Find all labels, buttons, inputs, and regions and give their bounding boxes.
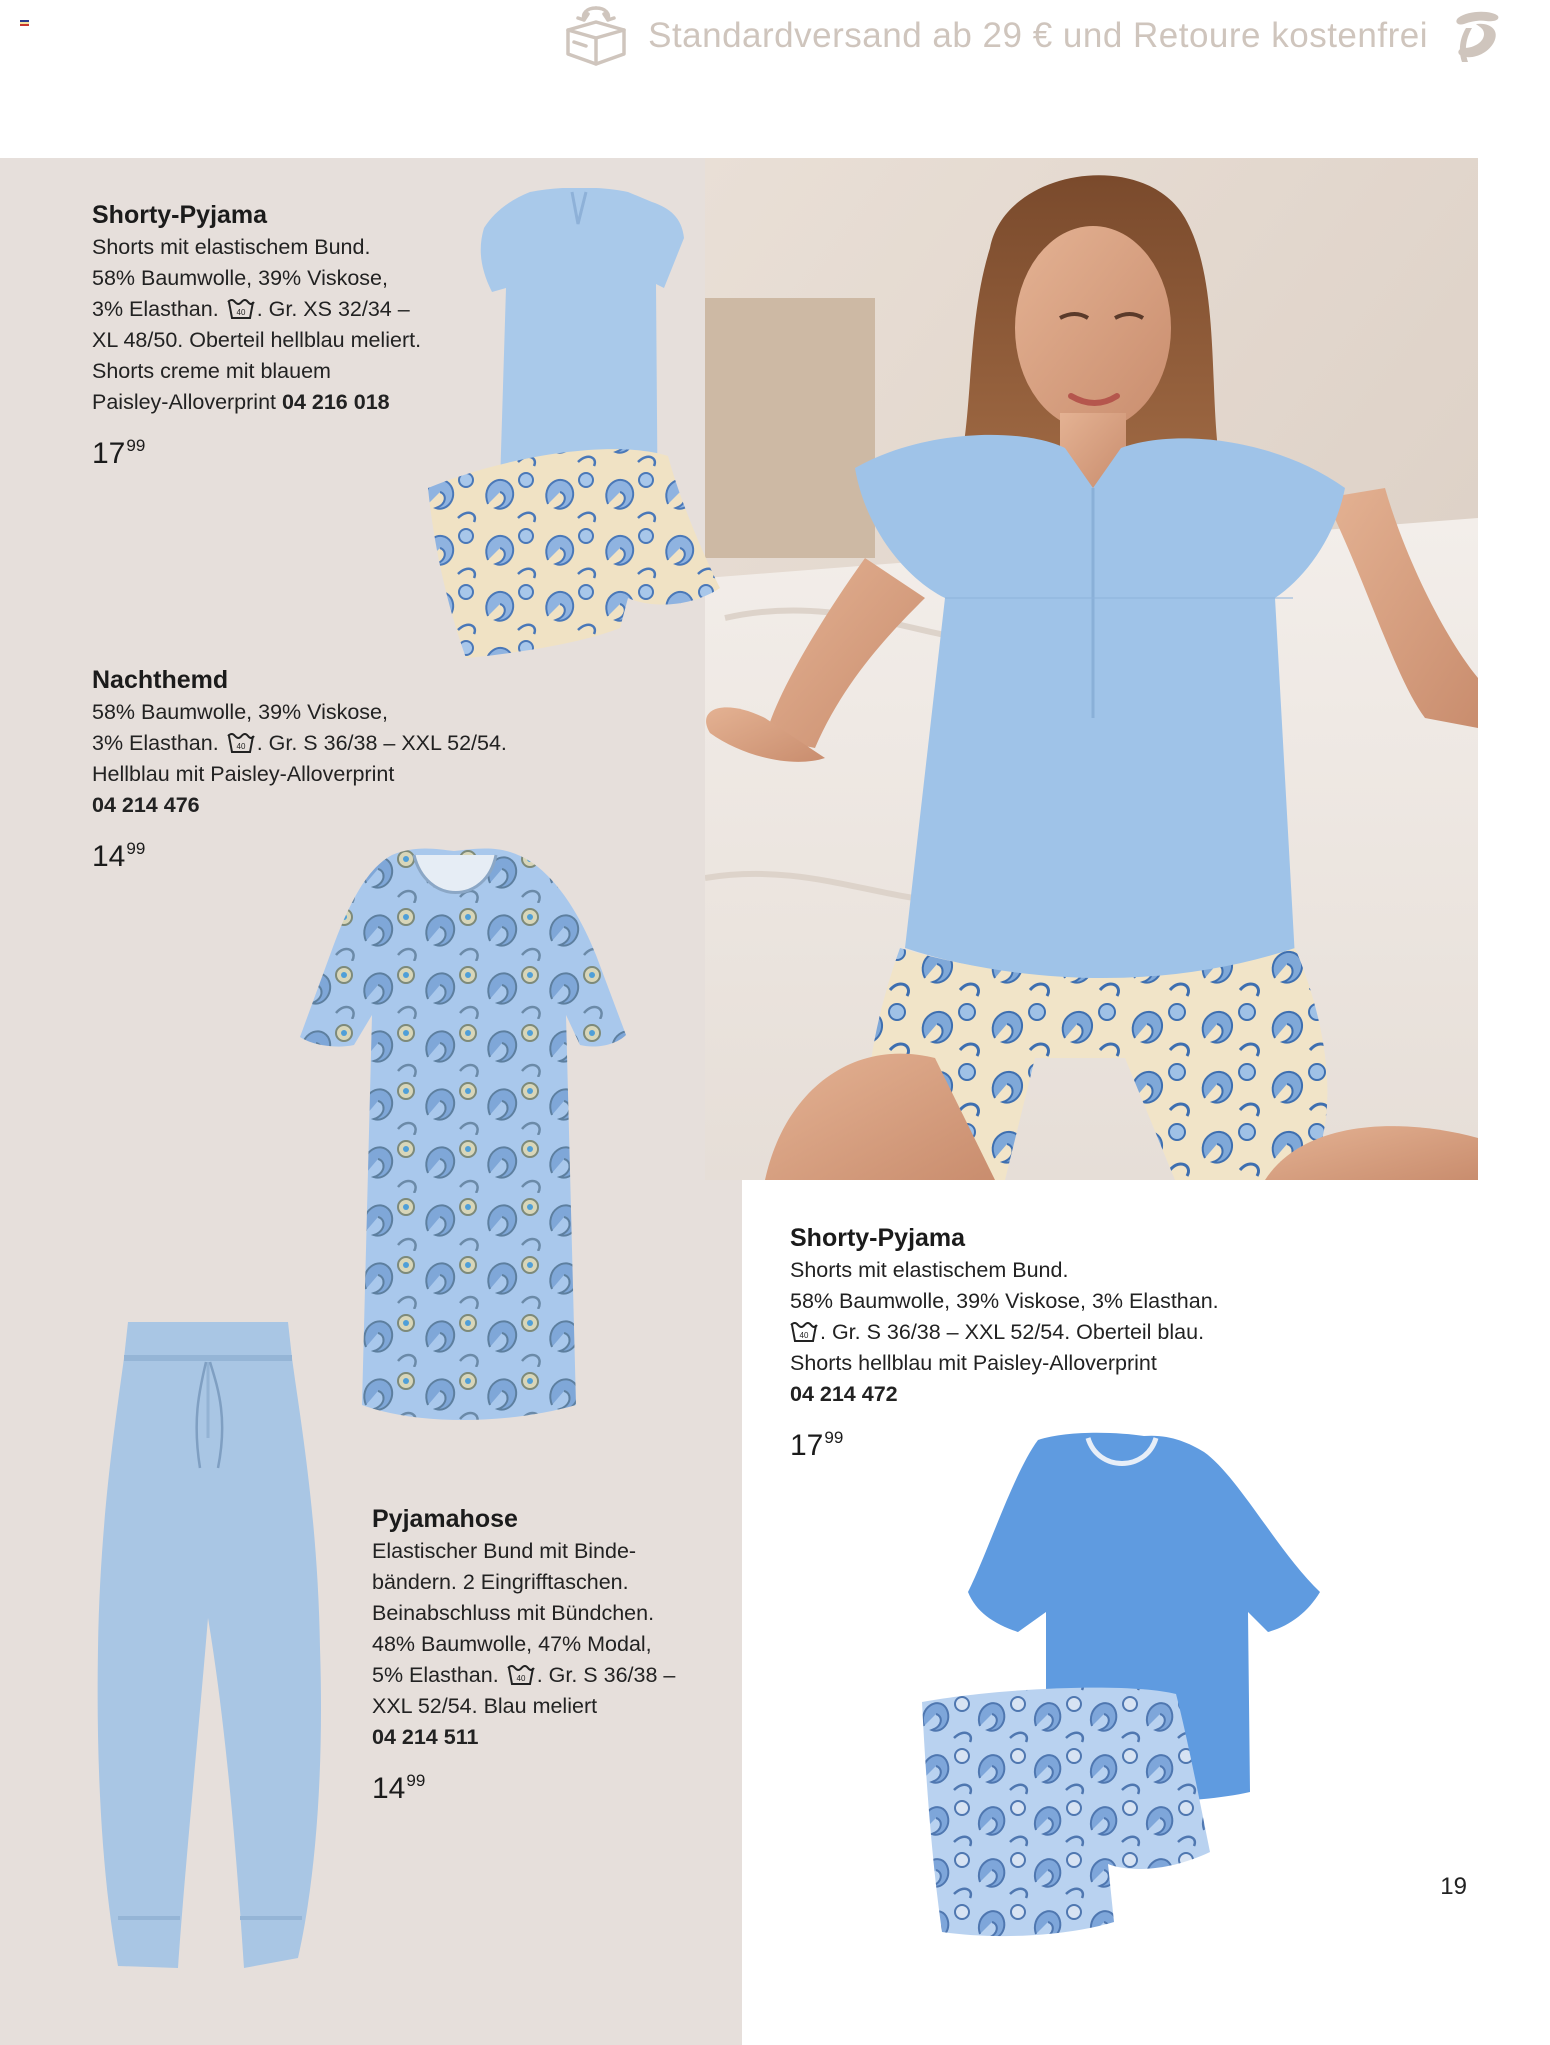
page-number: 19 <box>1440 1873 1467 1900</box>
price-main: 14 <box>372 1772 406 1805</box>
price-cents: 99 <box>126 436 146 455</box>
product-desc-line: bändern. 2 Eingrifftaschen. <box>372 1570 629 1594</box>
product-desc-line: . Gr. XS 32/34 – <box>256 297 410 321</box>
product-desc-line: . Gr. S 36/38 – XXL 52/54. Oberteil blau. <box>820 1320 1205 1344</box>
product-name: Shorty-Pyjama <box>92 201 268 229</box>
article-number: 04 216 018 <box>282 390 390 414</box>
header-bar <box>0 0 1550 90</box>
price <box>92 430 421 469</box>
product-image-nachthemd[interactable] <box>296 845 634 1425</box>
product-shorty-pyjama-2[interactable] <box>790 1221 1219 1461</box>
wash-40-icon <box>227 732 255 754</box>
product-desc-line: XL 48/50. Oberteil hellblau meliert. <box>92 328 422 352</box>
product-image-shorty-pyjama-1[interactable] <box>420 188 735 688</box>
product-desc-line: Paisley-Alloverprint <box>92 390 277 414</box>
article-number: 04 214 476 <box>92 793 200 817</box>
language-flag-icon[interactable] <box>20 20 29 26</box>
svg-text:40: 40 <box>236 742 246 751</box>
wash-40-icon <box>227 298 255 320</box>
wash-40-icon <box>507 1664 535 1686</box>
product-desc-line: Shorts mit elastischem Bund. <box>790 1258 1069 1282</box>
package-return-icon <box>562 4 630 68</box>
price-cents: 99 <box>126 839 146 858</box>
price-cents: 99 <box>406 1771 426 1790</box>
product-desc-line: XXL 52/54. Blau meliert <box>372 1694 598 1718</box>
article-number: 04 214 511 <box>372 1725 479 1749</box>
product-desc-line: Elastischer Bund mit Binde- <box>372 1539 637 1563</box>
price <box>372 1765 675 1804</box>
product-desc-line: 5% Elasthan. <box>372 1663 499 1687</box>
product-desc-line: . Gr. S 36/38 – XXL 52/54. <box>256 731 507 755</box>
price-main: 17 <box>790 1429 824 1462</box>
shipping-banner <box>562 4 1502 68</box>
price-main: 14 <box>92 840 126 873</box>
product-desc-line: 58% Baumwolle, 39% Viskose, <box>92 266 388 290</box>
product-desc-line: Hellblau mit Paisley-Alloverprint <box>92 762 395 786</box>
price-main: 17 <box>92 437 126 470</box>
product-pyjamahose[interactable] <box>372 1502 675 1804</box>
product-image-shorty-pyjama-2[interactable] <box>918 1432 1328 1952</box>
model-photo <box>705 158 1478 1180</box>
product-desc-line: . Gr. S 36/38 – <box>536 1663 676 1687</box>
product-name: Pyjamahose <box>372 1505 518 1533</box>
product-desc-line: Shorts mit elastischem Bund. <box>92 235 371 259</box>
svg-text:40: 40 <box>236 308 246 317</box>
product-shorty-pyjama-1[interactable] <box>92 198 421 469</box>
product-desc-line: 3% Elasthan. <box>92 731 219 755</box>
product-desc-line: 3% Elasthan. <box>92 297 219 321</box>
product-desc-line: 48% Baumwolle, 47% Modal, <box>372 1632 652 1656</box>
shipping-text: Standardversand ab 29 € und Retoure kostenfrei <box>648 16 1428 55</box>
product-desc-line: Shorts creme mit blauem <box>92 359 331 383</box>
tchibo-bean-logo-icon[interactable] <box>1450 8 1502 64</box>
product-desc-line: 58% Baumwolle, 39% Viskose, <box>92 700 388 724</box>
product-desc-line: 58% Baumwolle, 39% Viskose, 3% Elasthan. <box>790 1289 1219 1313</box>
product-name: Nachthemd <box>92 666 229 694</box>
product-name: Shorty-Pyjama <box>790 1224 966 1252</box>
product-nachthemd[interactable] <box>92 663 507 872</box>
product-desc-line: Beinabschluss mit Bündchen. <box>372 1601 655 1625</box>
product-image-pyjamahose[interactable] <box>88 1318 328 1978</box>
product-desc-line: Shorts hellblau mit Paisley-Alloverprint <box>790 1351 1157 1375</box>
wash-40-icon <box>790 1321 818 1343</box>
price-cents: 99 <box>824 1428 844 1447</box>
svg-text:40: 40 <box>799 1331 809 1340</box>
svg-text:40: 40 <box>516 1674 526 1683</box>
article-number: 04 214 472 <box>790 1382 898 1406</box>
